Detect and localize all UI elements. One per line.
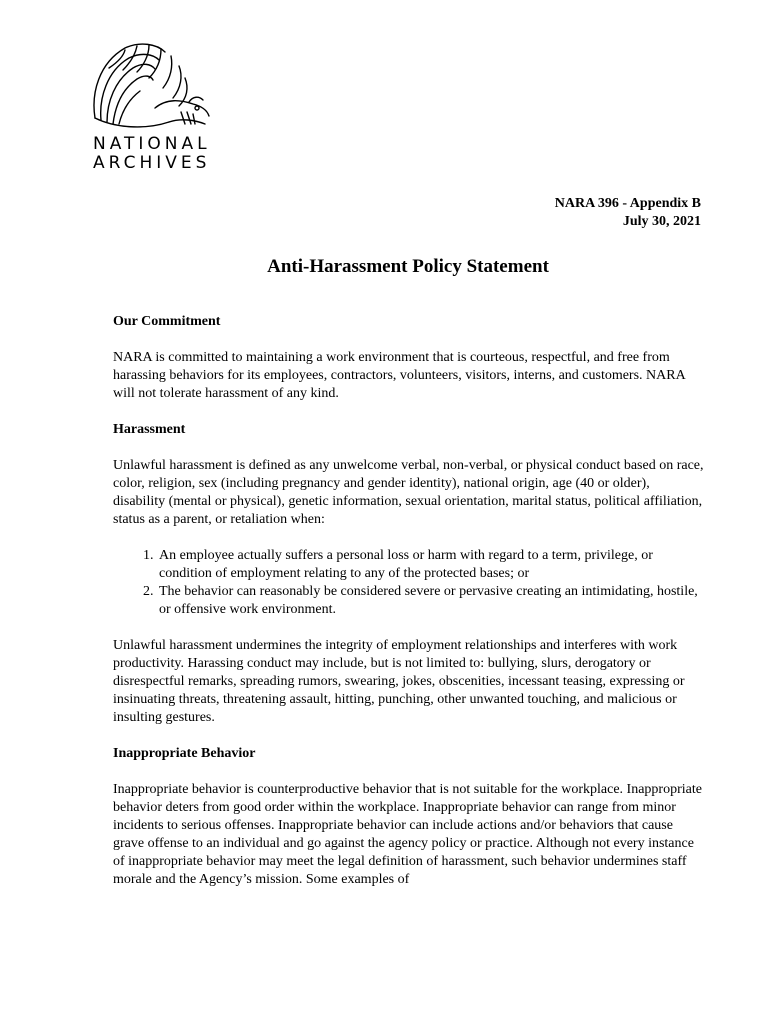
harassment-section <box>113 421 705 727</box>
inappropriate-behavior-heading: Inappropriate Behavior <box>113 746 256 761</box>
list-item: 1. An employee actually suffers a personal loss or harm with regard to a term, privilege, or condition of employment relating to any of the protected bases; or <box>157 547 705 583</box>
document-reference <box>555 195 701 231</box>
harassment-intro-paragraph: Unlawful harassment is defined as any unwelcome verbal, non-verbal, or physical conduct based on race, color, religion, sex (including pregnancy and gender identity), national origin, age (40 or older), disability (mental or physical), genetic information, sexual orientation, marital status, political affiliation, status as a parent, or retaliation when: <box>113 458 704 527</box>
list-item: 2. The behavior can reasonably be considered severe or pervasive creating an intimidating, hostile, or offensive work environment. <box>157 583 705 619</box>
document-date: July 30, 2021 <box>622 214 701 229</box>
harassment-examples-paragraph: Unlawful harassment undermines the integrity of employment relationships and interferes with work productivity. Harassing conduct may include, but is not limited to: bullying, slurs, derogatory or disrespectful remarks, spreading rumors, swearing, jokes, obscenities, incessant teasing, expressing or insinuating threats, threatening assault, hitting, punching, other unwanted touching, and malicious or insulting gestures. <box>113 638 685 725</box>
harassment-heading: Harassment <box>113 422 186 437</box>
harassment-conditions-list <box>113 547 705 619</box>
inappropriate-behavior-paragraph: Inappropriate behavior is counterproductive behavior that is not suitable for the workplace. Inappropriate behavior deters from good order within the workplace. Inappropriate behavior can range from minor incidents to serious offenses. Inappropriate behavior can include actions and/or behaviors that cause grave offense to an individual and go against the agency policy or practice. Although not every instance of inappropriate behavior may meet the legal definition of harassment, such behavior undermines staff morale and the Agency’s mission. Some examples of <box>113 782 702 887</box>
logo-text-national: NATIONAL <box>93 134 211 154</box>
commitment-paragraph: NARA is committed to maintaining a work environment that is courteous, respectful, and free from harassing behaviors for its employees, contractors, volunteers, visitors, interns, and customers. NARA will not tolerate harassment of any kind. <box>113 350 685 401</box>
commitment-heading: Our Commitment <box>113 314 221 329</box>
eagle-emblem-icon <box>85 38 215 133</box>
page-title: Anti-Harassment Policy Statement <box>267 256 549 277</box>
document-body <box>113 313 705 907</box>
document-id: NARA 396 - Appendix B <box>554 196 701 211</box>
inappropriate-behavior-section <box>113 745 705 889</box>
national-archives-logo <box>85 38 215 178</box>
logo-text-archives: ARCHIVES <box>93 153 211 173</box>
commitment-section <box>113 313 705 403</box>
